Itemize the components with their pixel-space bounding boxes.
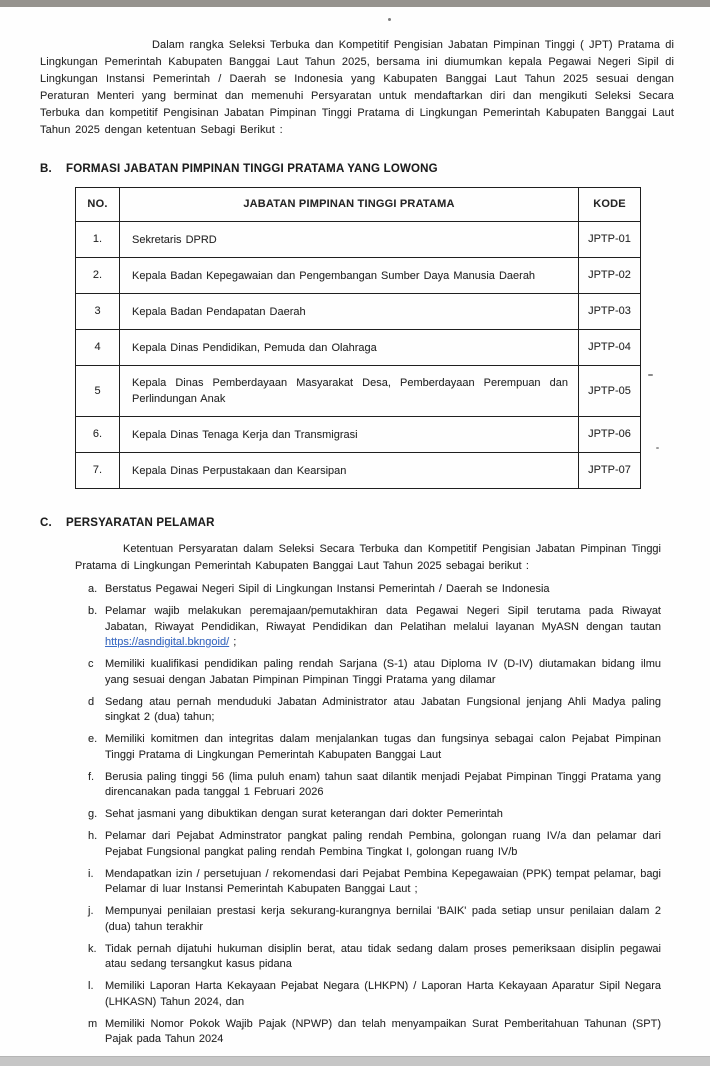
item-letter: j.	[88, 905, 94, 917]
header-no: NO.	[76, 188, 120, 222]
requirement-item-l	[88, 979, 661, 1010]
table-row	[76, 366, 641, 417]
item-text: Memiliki Nomor Pokok Wajib Pajak (NPWP) dan telah menyampaikan Surat Pemberitahuan Tahunan (SPT) Pajak pada Tahun 2024	[105, 1017, 661, 1045]
item-letter: g.	[88, 808, 98, 820]
cell-kode: JPTP-05	[579, 366, 641, 417]
table-row	[76, 453, 641, 489]
item-text: Memiliki komitmen dan integritas dalam menjalankan tugas dan fungsinya sebagai calon Pejabat Pimpinan Tinggi Pratama di Lingkungan Pemerintah Kabupaten Banggai Laut	[105, 733, 661, 761]
item-letter: h.	[88, 830, 98, 842]
cell-kode: JPTP-06	[579, 417, 641, 453]
cell-no: 2.	[76, 258, 120, 294]
section-c-title: PERSYARATAN PELAMAR	[66, 517, 215, 529]
header-jabatan: JABATAN PIMPINAN TINGGI PRATAMA	[120, 188, 579, 222]
scan-edge-bottom	[0, 1056, 710, 1066]
cell-no: 7.	[76, 453, 120, 489]
table-header-row	[76, 188, 641, 222]
item-letter: c	[88, 658, 94, 670]
requirement-item-h	[88, 829, 661, 860]
cell-jabatan: Kepala Badan Kepegawaian dan Pengembangan Sumber Daya Manusia Daerah	[120, 258, 579, 294]
intro-paragraph: Dalam rangka Seleksi Terbuka dan Kompetitif Pengisian Jabatan Pimpinan Tinggi ( JPT) Pratama di Lingkungan Pemerintah Kabupaten Banggai Laut Tahun 2025, bersama ini diumumkan kepala Pegawai Negeri Sipil di Lingkungan Instansi Pemerintah / Daerah se Indonesia yang Kabupaten Banggai Laut Tahun 2025 sesuai dengan Peraturan Menteri yang berminat dan memenuhi Persyaratan untuk mendaftarkan diri dan mengikuti Seleksi Secara Terbuka dan kompetitif Pengisinan Jabatan Pimpinan Tinggi Pratama di Lingkungan Pemerintah Kabupaten Banggai Laut Tahun 2025 dengan ketentuan Sebagi Berikut :	[40, 39, 674, 136]
requirement-item-b	[88, 604, 661, 651]
item-text: Memiliki kualifikasi pendidikan paling rendah Sarjana (S-1) atau Diploma IV (D-IV) diutamakan bidang ilmu yang sesuai dengan Jabatan Pimpinan Pimpinan Tinggi Pratama yang dilamar	[105, 658, 661, 686]
table-row	[76, 330, 641, 366]
cell-jabatan: Kepala Badan Pendapatan Daerah	[120, 294, 579, 330]
header-kode: KODE	[579, 188, 641, 222]
requirement-item-d	[88, 695, 661, 726]
requirements-list	[75, 582, 661, 1048]
requirement-item-e	[88, 732, 661, 763]
item-letter: f.	[88, 770, 95, 783]
requirement-item-a	[88, 582, 661, 598]
item-text: Pelamar dari Pejabat Adminstrator pangkat paling rendah Pembina, golongan ruang IV/a dan pelamar dari Pejabat Fungsional pangkat paling rendah Pembina Tingkat I, golongan ruang IV/b	[105, 830, 661, 858]
section-c	[40, 515, 674, 1048]
cell-kode: JPTP-03	[579, 294, 641, 330]
item-text: Berusia paling tinggi 56 (lima puluh enam) tahun saat dilantik menjadi Pejabat Pimpinan Tinggi Pratama yang direncanakan pada tanggal 1 Februari 2026	[105, 770, 661, 798]
section-b-title: FORMASI JABATAN PIMPINAN TINGGI PRATAMA YANG LOWONG	[66, 163, 438, 175]
cell-jabatan: Kepala Dinas Pendidikan, Pemuda dan Olahraga	[120, 330, 579, 366]
requirements-intro: Ketentuan Persyaratan dalam Seleksi Secara Terbuka dan Kompetitif Pengisian Jabatan Pimpinan Tinggi Pratama di Lingkungan Pemerintah Kabupaten Banggai Laut Tahun 2025 sebagai berikut :	[75, 543, 661, 572]
requirements-body	[75, 541, 661, 1048]
requirement-item-g	[88, 807, 661, 823]
cell-jabatan: Kepala Dinas Tenaga Kerja dan Transmigrasi	[120, 417, 579, 453]
table-row	[76, 222, 641, 258]
item-letter: k.	[88, 942, 97, 955]
scan-edge-top	[0, 0, 710, 7]
myasn-link[interactable]: https://asndigital.bkngoid/	[105, 636, 230, 648]
item-letter: e.	[88, 733, 98, 745]
item-text: Memiliki Laporan Harta Kekayaan Pejabat Negara (LHKPN) / Laporan Harta Kekayaan Aparatur Sipil Negara (LHKASN) Tahun 2024, dan	[105, 980, 661, 1008]
document-page	[0, 7, 710, 1057]
item-text: Tidak pernah dijatuhi hukuman disiplin berat, atau tidak sedang dalam proses pemeriksaan disiplin pegawai atau sedang tersangkut kasus pidana	[105, 942, 661, 970]
item-text-main: Pelamar wajib melakukan peremajaan/pemutakhiran data Pegawai Negeri Sipil terutama pada Riwayat Jabatan, Riwayat Pendidikan, Riwayat Pendidikan dan Pelatihan melalui layanan MyASN dengan tautan	[105, 605, 661, 633]
cell-kode: JPTP-07	[579, 453, 641, 489]
requirement-item-m	[88, 1017, 661, 1048]
section-c-heading	[40, 515, 674, 532]
item-letter: b.	[88, 605, 98, 617]
cell-no: 5	[76, 366, 120, 417]
scan-speck	[388, 18, 391, 21]
cell-kode: JPTP-02	[579, 258, 641, 294]
item-letter: l.	[88, 980, 94, 992]
table-row	[76, 258, 641, 294]
item-letter: m	[88, 1017, 98, 1030]
section-c-label: C.	[40, 517, 52, 529]
cell-no: 6.	[76, 417, 120, 453]
item-text: Mendapatkan izin / persetujuan / rekomendasi dari Pejabat Pembina Kepegawaian (PPK) tempat pelamar, bagi Pelamar di luar Instansi Pemerintah Kabupaten Banggai Laut ;	[105, 867, 661, 895]
item-text: Sehat jasmani yang dibuktikan dengan surat keterangan dari dokter Pemerintah	[105, 808, 503, 820]
item-text: Mempunyai penilaian prestasi kerja sekurang-kurangnya bernilai 'BAIK' pada setiap unsur penilaian dalam 2 (dua) tahun terakhir	[105, 905, 661, 933]
cell-no: 3	[76, 294, 120, 330]
item-text: Berstatus Pegawai Negeri Sipil di Lingkungan Instansi Pemerintah / Daerah se Indonesia	[105, 583, 550, 595]
requirement-item-j	[88, 904, 661, 935]
requirement-item-k	[88, 942, 661, 973]
scan-speck	[648, 374, 653, 376]
item-text	[105, 604, 661, 651]
cell-no: 1.	[76, 222, 120, 258]
requirement-item-c	[88, 657, 661, 688]
item-letter: i.	[88, 867, 94, 880]
requirement-item-f	[88, 770, 661, 801]
cell-jabatan: Kepala Dinas Perpustakaan dan Kearsipan	[120, 453, 579, 489]
section-b-label: B.	[40, 163, 52, 175]
section-b-heading	[40, 161, 674, 178]
scan-speck	[656, 447, 659, 449]
item-letter: d	[88, 695, 95, 708]
cell-kode: JPTP-01	[579, 222, 641, 258]
item-text-suffix: ;	[229, 636, 237, 648]
table-row	[76, 417, 641, 453]
item-letter: a.	[88, 583, 98, 595]
cell-kode: JPTP-04	[579, 330, 641, 366]
cell-jabatan: Kepala Dinas Pemberdayaan Masyarakat Desa, Pemberdayaan Perempuan dan Perlindungan Anak	[120, 366, 579, 417]
item-text: Sedang atau pernah menduduki Jabatan Administrator atau Jabatan Fungsional jenjang Ahli Madya paling singkat 2 (dua) tahun;	[105, 695, 661, 723]
requirement-item-i	[88, 867, 661, 898]
positions-table	[75, 187, 641, 489]
cell-jabatan: Sekretaris DPRD	[120, 222, 579, 258]
table-row	[76, 294, 641, 330]
cell-no: 4	[76, 330, 120, 366]
